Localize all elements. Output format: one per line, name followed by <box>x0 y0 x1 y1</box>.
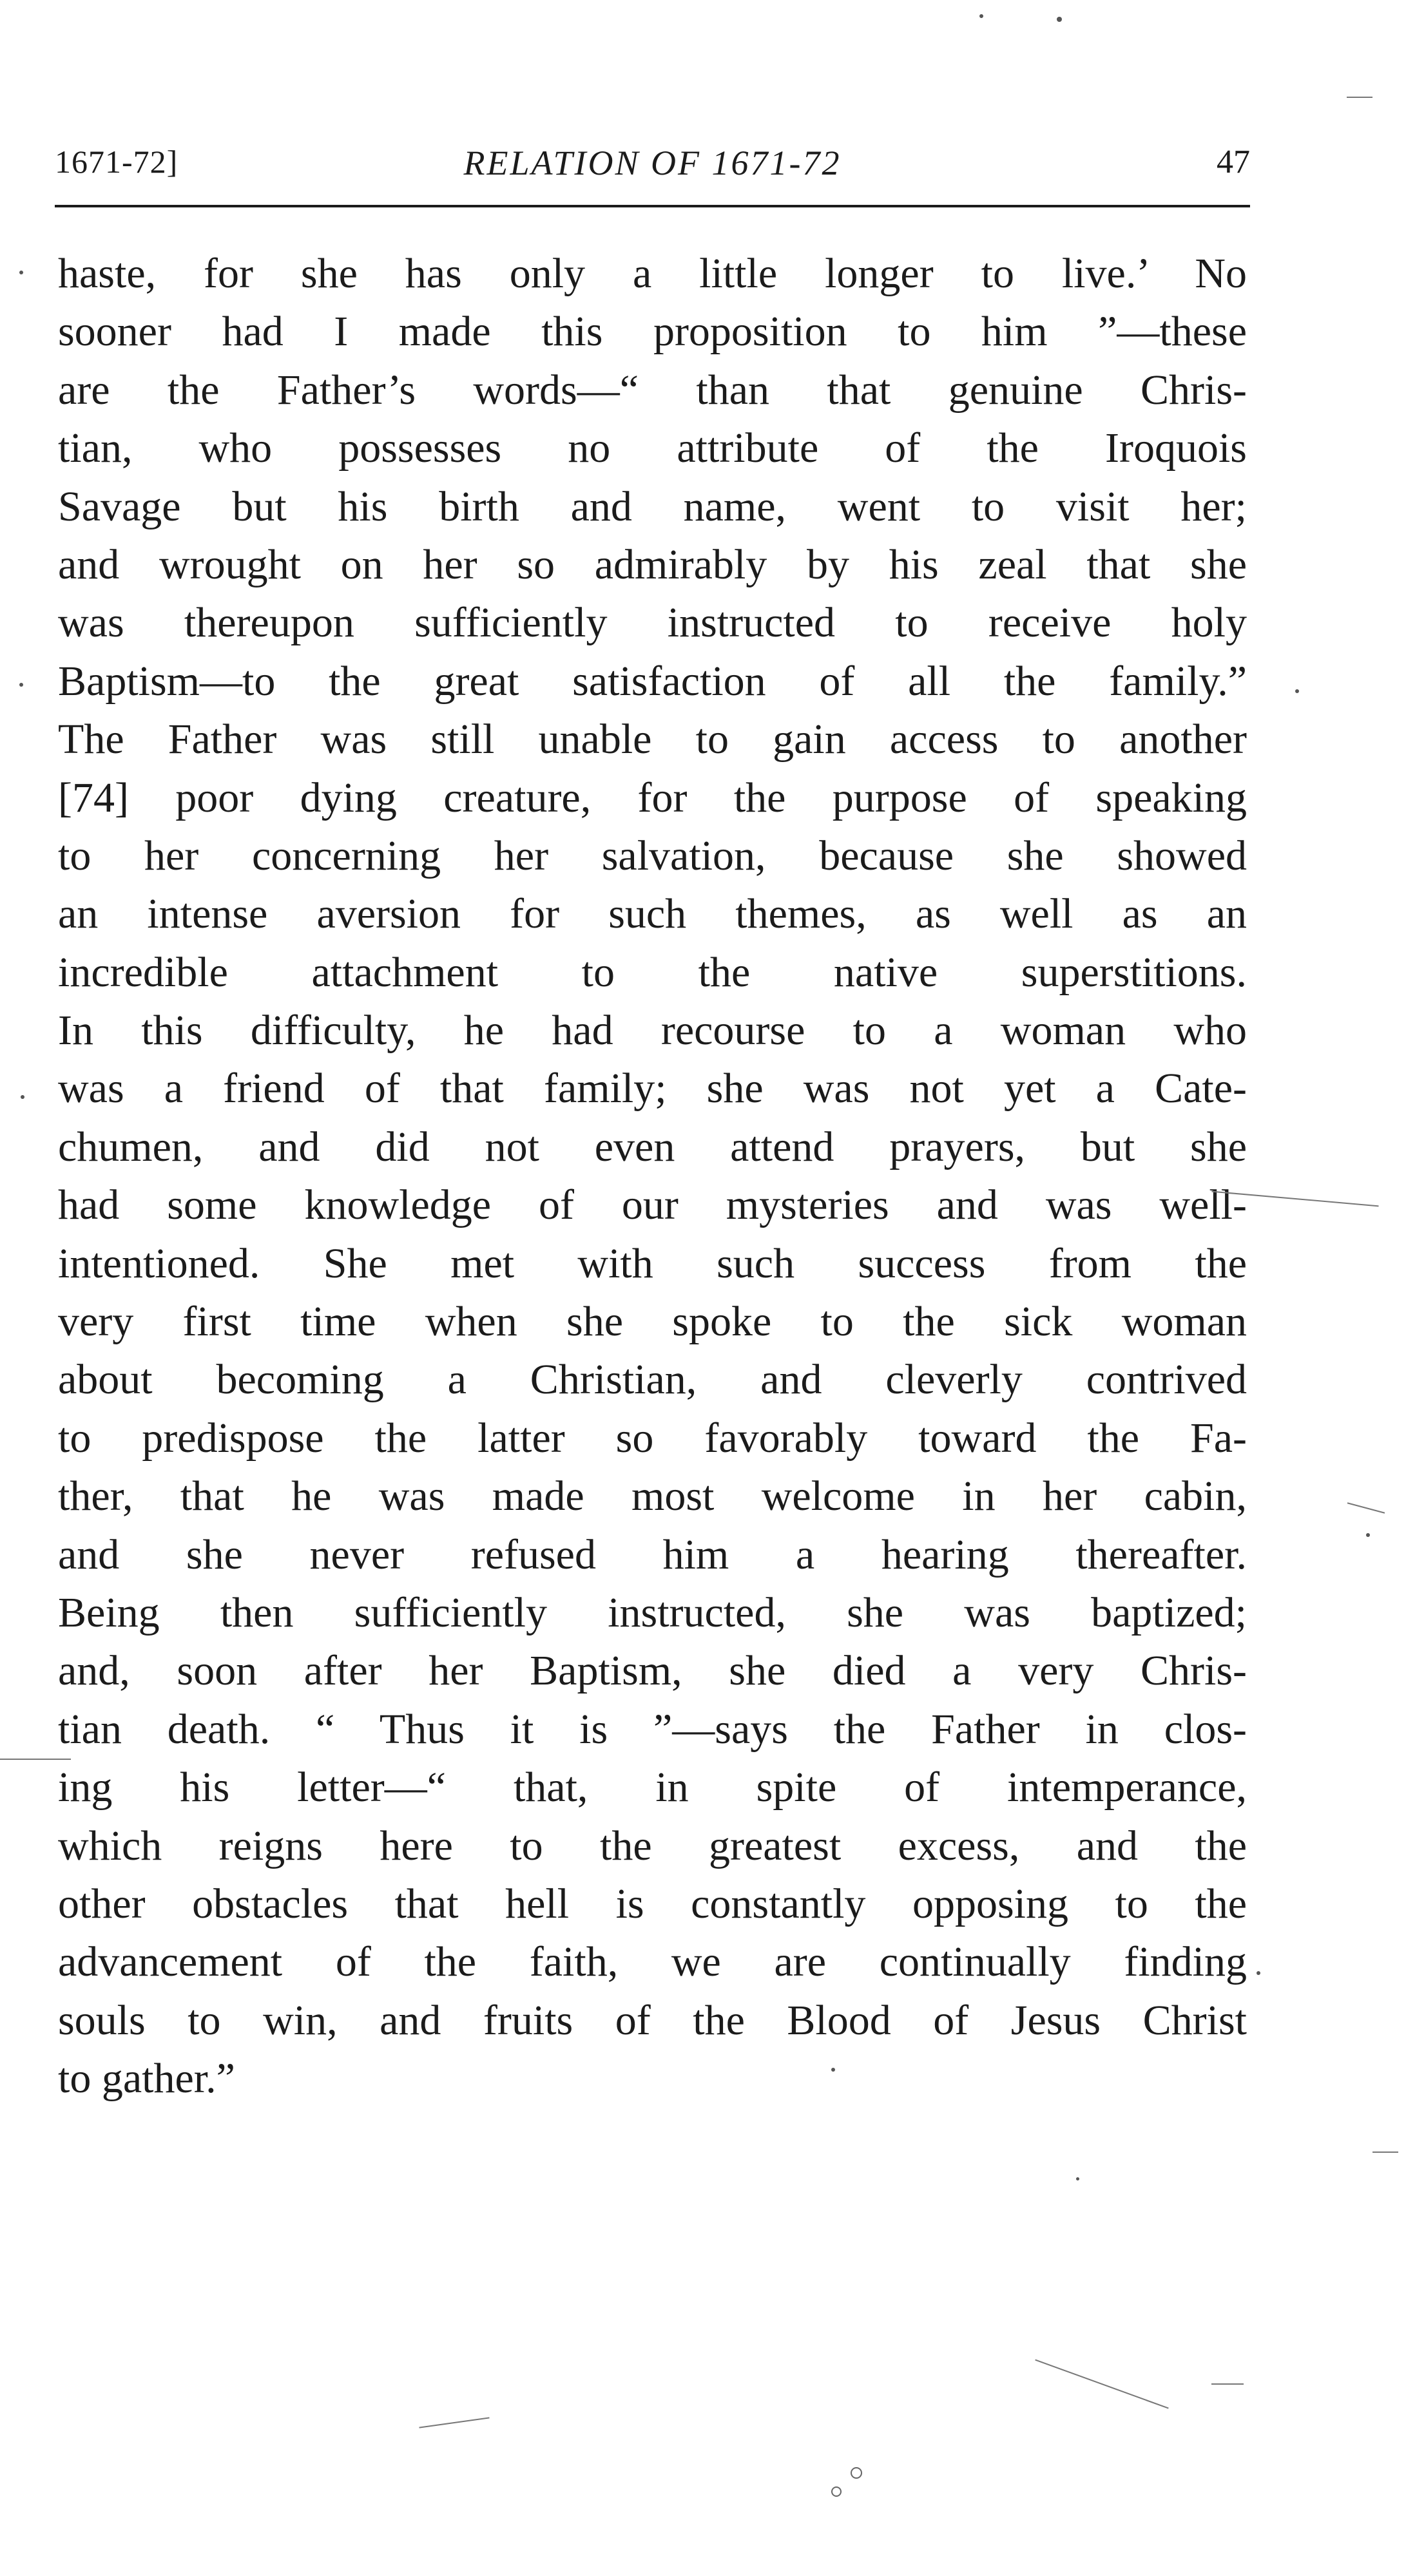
body-text <box>58 245 1247 2108</box>
text-line: was a friend of that family; she was not yet a Cate- <box>58 1065 1247 1112</box>
text-line: souls to win, and fruits of the Blood of Jesus Christ <box>58 1996 1247 2044</box>
scan-speck <box>1295 689 1299 693</box>
text-line: tian death. “ Thus it is ”—says the Father in clos- <box>58 1705 1247 1753</box>
text-line: was thereupon sufficiently instructed to receive holy <box>58 599 1247 647</box>
text-line: to predispose the latter so favorably toward the Fa- <box>58 1414 1247 1462</box>
text-line: chumen, and did not even attend prayers, but she <box>58 1123 1247 1170</box>
scan-stroke <box>419 2417 489 2428</box>
scan-speck <box>851 2467 862 2479</box>
scan-speck <box>19 683 23 687</box>
scan-stroke <box>1347 97 1372 98</box>
text-line: incredible attachment to the native superstitions. <box>58 948 1247 996</box>
text-line: The Father was still unable to gain access to another <box>58 716 1247 763</box>
running-head-date-range: 1671-72] <box>55 144 178 180</box>
scan-speck <box>21 1095 24 1099</box>
text-line: and she never refused him a hearing thereafter. <box>58 1531 1247 1578</box>
scan-speck <box>1057 17 1062 22</box>
scan-speck <box>19 271 23 274</box>
text-line: other obstacles that hell is constantly opposing to the <box>58 1880 1247 1927</box>
text-line: which reigns here to the greatest excess, and the <box>58 1822 1247 1869</box>
scan-stroke <box>1372 2151 1398 2153</box>
scan-stroke <box>1035 2359 1168 2409</box>
text-line: very first time when she spoke to the sick woman <box>58 1298 1247 1346</box>
header-rule <box>55 205 1250 207</box>
text-line: ing his letter—“ that, in spite of intemperance, <box>58 1764 1247 1811</box>
text-line: to her concerning her salvation, because she showed <box>58 832 1247 879</box>
page-number: 47 <box>1217 144 1250 180</box>
running-head <box>55 143 1250 195</box>
scan-speck <box>831 2486 842 2497</box>
text-line: ther, that he was made most welcome in her cabin, <box>58 1473 1247 1520</box>
scan-stroke <box>1347 1502 1385 1513</box>
text-line: intentioned. She met with such success from the <box>58 1239 1247 1287</box>
scan-stroke <box>1211 2383 1244 2385</box>
text-line: In this difficulty, he had recourse to a woman who <box>58 1007 1247 1054</box>
scan-speck <box>1257 1971 1260 1975</box>
text-line: are the Father’s words—“ than that genuine Chris- <box>58 366 1247 414</box>
text-line: Being then sufficiently instructed, she was baptized; <box>58 1589 1247 1636</box>
scan-speck <box>831 2068 835 2072</box>
text-line: tian, who possesses no attribute of the Iroquois <box>58 425 1247 472</box>
text-line: [74] poor dying creature, for the purpose of speaking <box>58 774 1247 821</box>
text-line: sooner had I made this proposition to him ”—these <box>58 308 1247 356</box>
running-head-title: RELATION OF 1671-72 <box>463 144 842 182</box>
scan-stroke <box>0 1759 71 1760</box>
text-line-last: to gather.” <box>58 2055 235 2103</box>
text-line: advancement of the faith, we are continually finding <box>58 1938 1247 1986</box>
scan-speck <box>1366 1533 1370 1537</box>
text-line: and, soon after her Baptism, she died a very Chris- <box>58 1647 1247 1695</box>
text-line: and wrought on her so admirably by his zeal that she <box>58 540 1247 588</box>
scan-speck <box>979 14 983 18</box>
text-line: about becoming a Christian, and cleverly contrived <box>58 1356 1247 1404</box>
text-line: haste, for she has only a little longer to live.’ No <box>58 250 1247 297</box>
text-line: an intense aversion for such themes, as well as an <box>58 890 1247 938</box>
text-line: Baptism—to the great satisfaction of all the family.” <box>58 657 1247 705</box>
text-line: Savage but his birth and name, went to visit her; <box>58 482 1247 530</box>
text-line: had some knowledge of our mysteries and was well- <box>58 1181 1247 1229</box>
scan-speck <box>1076 2177 1079 2180</box>
